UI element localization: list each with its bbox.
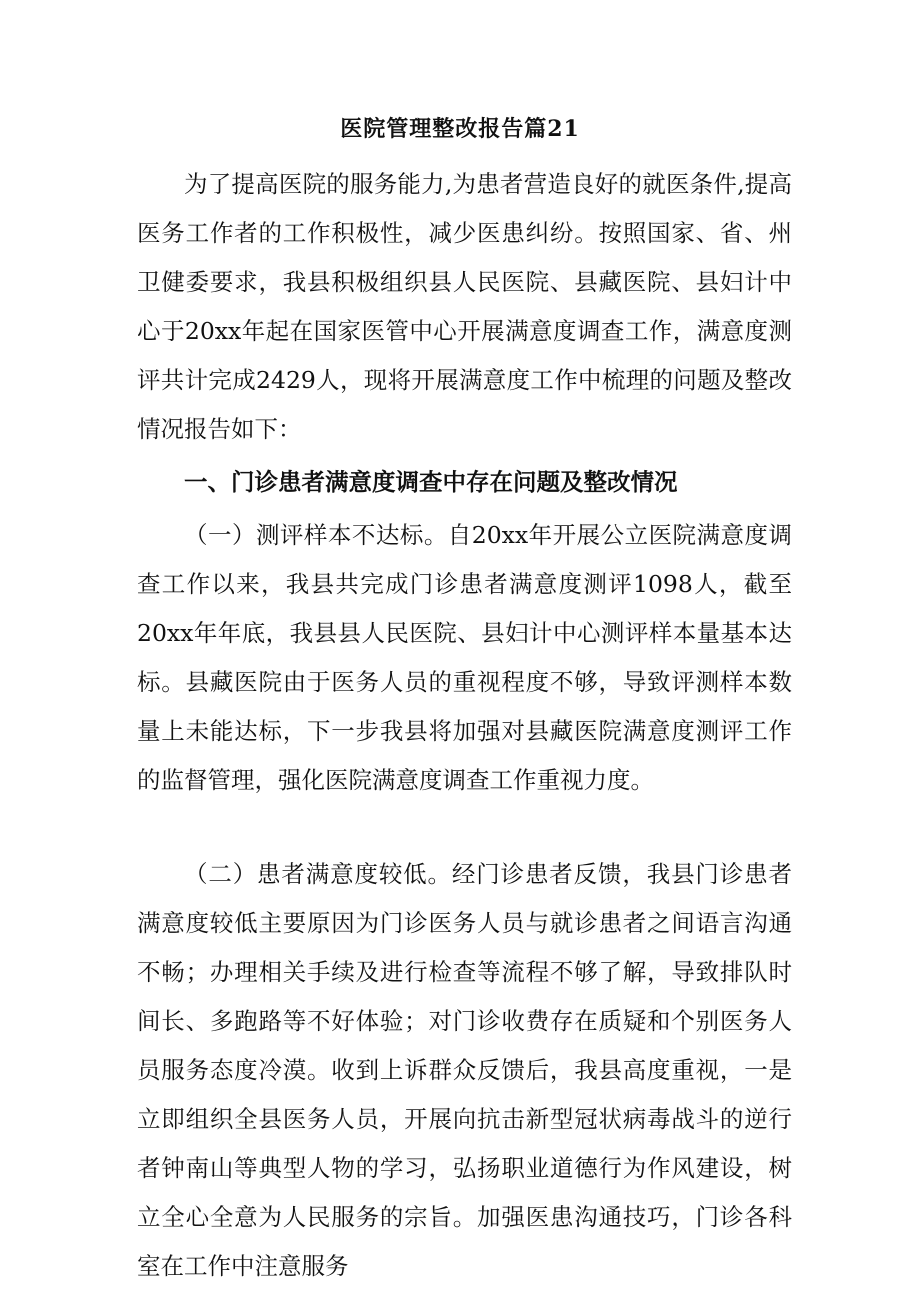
paragraph-gap [137, 805, 792, 850]
document-title: 医院管理整改报告篇21 [340, 116, 580, 142]
subsection-paragraph-1: （一）测评样本不达标。自20xx年开展公立医院满意度调查工作以来，我县共完成门诊患者满意度测评1098人，截至20xx年年底，我县县人民医院、县妇计中心测评样本量基本达标。县藏医院由于医务人员的重视程度不够，导致评测样本数量上未能达标，下一步我县将加强对县藏医院满意度测评工作的监督管理，强化医院满意度调查工作重视力度。 [137, 521, 792, 794]
document-body [137, 160, 792, 1291]
intro-paragraph: 为了提高医院的服务能力,为患者营造良好的就医条件,提高医务工作者的工作积极性，减少医患纠纷。按照国家、省、州卫健委要求，我县积极组织县人民医院、县藏医院、县妇计中心于20xx年起在国家医管中心开展满意度调查工作，满意度测评共计完成2429人，现将开展满意度工作中梳理的问题及整改情况报告如下： [137, 170, 792, 443]
section-heading-1: 一、门诊患者满意度调查中存在问题及整改情况 [184, 468, 678, 496]
subsection-paragraph-2: （二）患者满意度较低。经门诊患者反馈，我县门诊患者满意度较低主要原因为门诊医务人员与就诊患者之间语言沟通不畅；办理相关手续及进行检查等流程不够了解，导致排队时间长、多跑路等不好体验；对门诊收费存在质疑和个别医务人员服务态度冷漠。收到上诉群众反馈后，我县高度重视，一是立即组织全县医务人员，开展向抗击新型冠状病毒战斗的逆行者钟南山等典型人物的学习，弘扬职业道德行为作风建设，树立全心全意为人民服务的宗旨。加强医患沟通技巧，门诊各科室在工作中注意服务 [137, 860, 792, 1280]
